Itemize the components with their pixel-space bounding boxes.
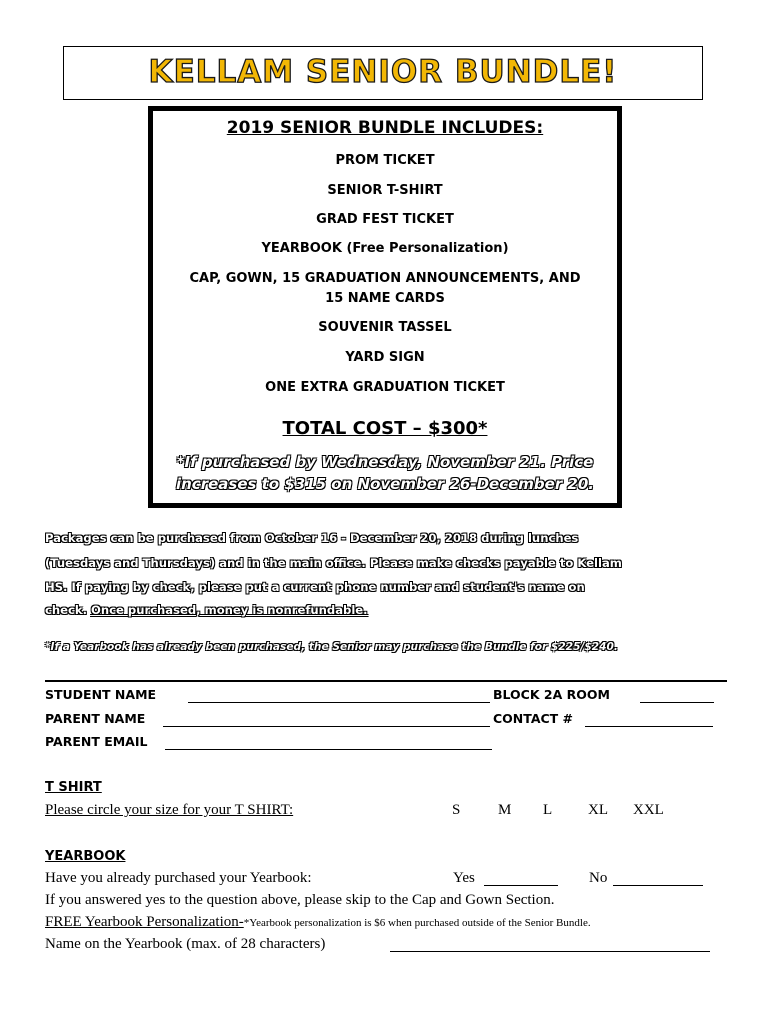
bundle-item-extra-grad-ticket: ONE EXTRA GRADUATION TICKET bbox=[265, 380, 505, 395]
yearbook-question: Have you already purchased your Yearbook: bbox=[45, 870, 312, 886]
price-note-line1: *If purchased by Wednesday, November 21. Price bbox=[176, 453, 594, 471]
contact-field[interactable] bbox=[585, 726, 713, 727]
parent-name-label: PARENT NAME bbox=[45, 711, 146, 726]
total-cost: TOTAL COST – $300* bbox=[282, 418, 488, 439]
parent-name-field[interactable] bbox=[163, 726, 490, 727]
yearbook-personalization bbox=[45, 914, 591, 931]
contact-label: CONTACT # bbox=[493, 711, 574, 726]
bundle-item-yard-sign: YARD SIGN bbox=[345, 350, 425, 365]
tshirt-section-title: T SHIRT bbox=[45, 780, 102, 795]
info-line-4-start: check. bbox=[45, 603, 92, 617]
yearbook-personalization-label: FREE Yearbook Personalization- bbox=[45, 914, 244, 930]
yearbook-yes-field[interactable] bbox=[484, 885, 558, 886]
student-name-label: STUDENT NAME bbox=[45, 687, 157, 702]
tshirt-size-xxl[interactable]: XXL bbox=[633, 802, 664, 818]
info-line-4 bbox=[45, 603, 368, 617]
bundle-item-grad-fest-ticket: GRAD FEST TICKET bbox=[316, 212, 454, 227]
yearbook-no-field[interactable] bbox=[613, 885, 703, 886]
parent-email-field[interactable] bbox=[165, 749, 492, 750]
bundle-item-name-cards: 15 NAME CARDS bbox=[325, 291, 445, 306]
block-room-field[interactable] bbox=[640, 702, 714, 703]
yearbook-section-title: YEARBOOK bbox=[45, 849, 126, 864]
bundle-heading: 2019 SENIOR BUNDLE INCLUDES: bbox=[226, 118, 544, 138]
parent-email-label: PARENT EMAIL bbox=[45, 734, 148, 749]
tshirt-size-m[interactable]: M bbox=[498, 802, 512, 818]
tshirt-size-l[interactable]: L bbox=[543, 802, 553, 818]
yearbook-yes-label: Yes bbox=[453, 870, 475, 886]
divider bbox=[45, 680, 727, 682]
yearbook-skip-note: If you answered yes to the question above, please skip to the Cap and Gown Section. bbox=[45, 892, 555, 908]
info-line-1: Packages can be purchased from October 16 - December 20, 2018 during lunches bbox=[45, 531, 579, 545]
bundle-item-cap-gown: CAP, GOWN, 15 GRADUATION ANNOUNCEMENTS, AND bbox=[189, 271, 581, 286]
bundle-item-souvenir-tassel: SOUVENIR TASSEL bbox=[318, 320, 452, 335]
yearbook-name-field[interactable] bbox=[390, 951, 710, 952]
tshirt-size-xl[interactable]: XL bbox=[588, 802, 608, 818]
tshirt-size-s[interactable]: S bbox=[452, 802, 461, 818]
bundle-item-senior-tshirt: SENIOR T-SHIRT bbox=[327, 183, 443, 198]
info-line-3: HS. If paying by check, please put a current phone number and student's name on bbox=[45, 580, 585, 594]
yearbook-discount-note: *If a Yearbook has already been purchased, the Senior may purchase the Bundle for $225/$240. bbox=[45, 641, 618, 653]
bundle-item-prom-ticket: PROM TICKET bbox=[335, 153, 435, 168]
price-note-line2: increases to $315 on November 26-December 20. bbox=[175, 475, 595, 493]
page-title: KELLAM SENIOR BUNDLE! bbox=[148, 54, 618, 90]
tshirt-size-prompt: Please circle your size for your T SHIRT: bbox=[45, 802, 294, 818]
yearbook-name-label: Name on the Yearbook (max. of 28 characters) bbox=[45, 936, 326, 952]
price-note bbox=[160, 451, 610, 495]
block-room-label: BLOCK 2A ROOM bbox=[493, 687, 610, 702]
nonrefundable-notice: Once purchased, money is nonrefundable. bbox=[91, 603, 368, 617]
info-line-2: (Tuesdays and Thursdays) and in the main office. Please make checks payable to Kellam bbox=[45, 556, 622, 570]
student-name-field[interactable] bbox=[188, 702, 490, 703]
yearbook-personalization-note: *Yearbook personalization is $6 when purchased outside of the Senior Bundle. bbox=[243, 917, 591, 929]
bundle-item-yearbook: YEARBOOK (Free Personalization) bbox=[261, 241, 509, 256]
yearbook-no-label: No bbox=[589, 870, 608, 886]
